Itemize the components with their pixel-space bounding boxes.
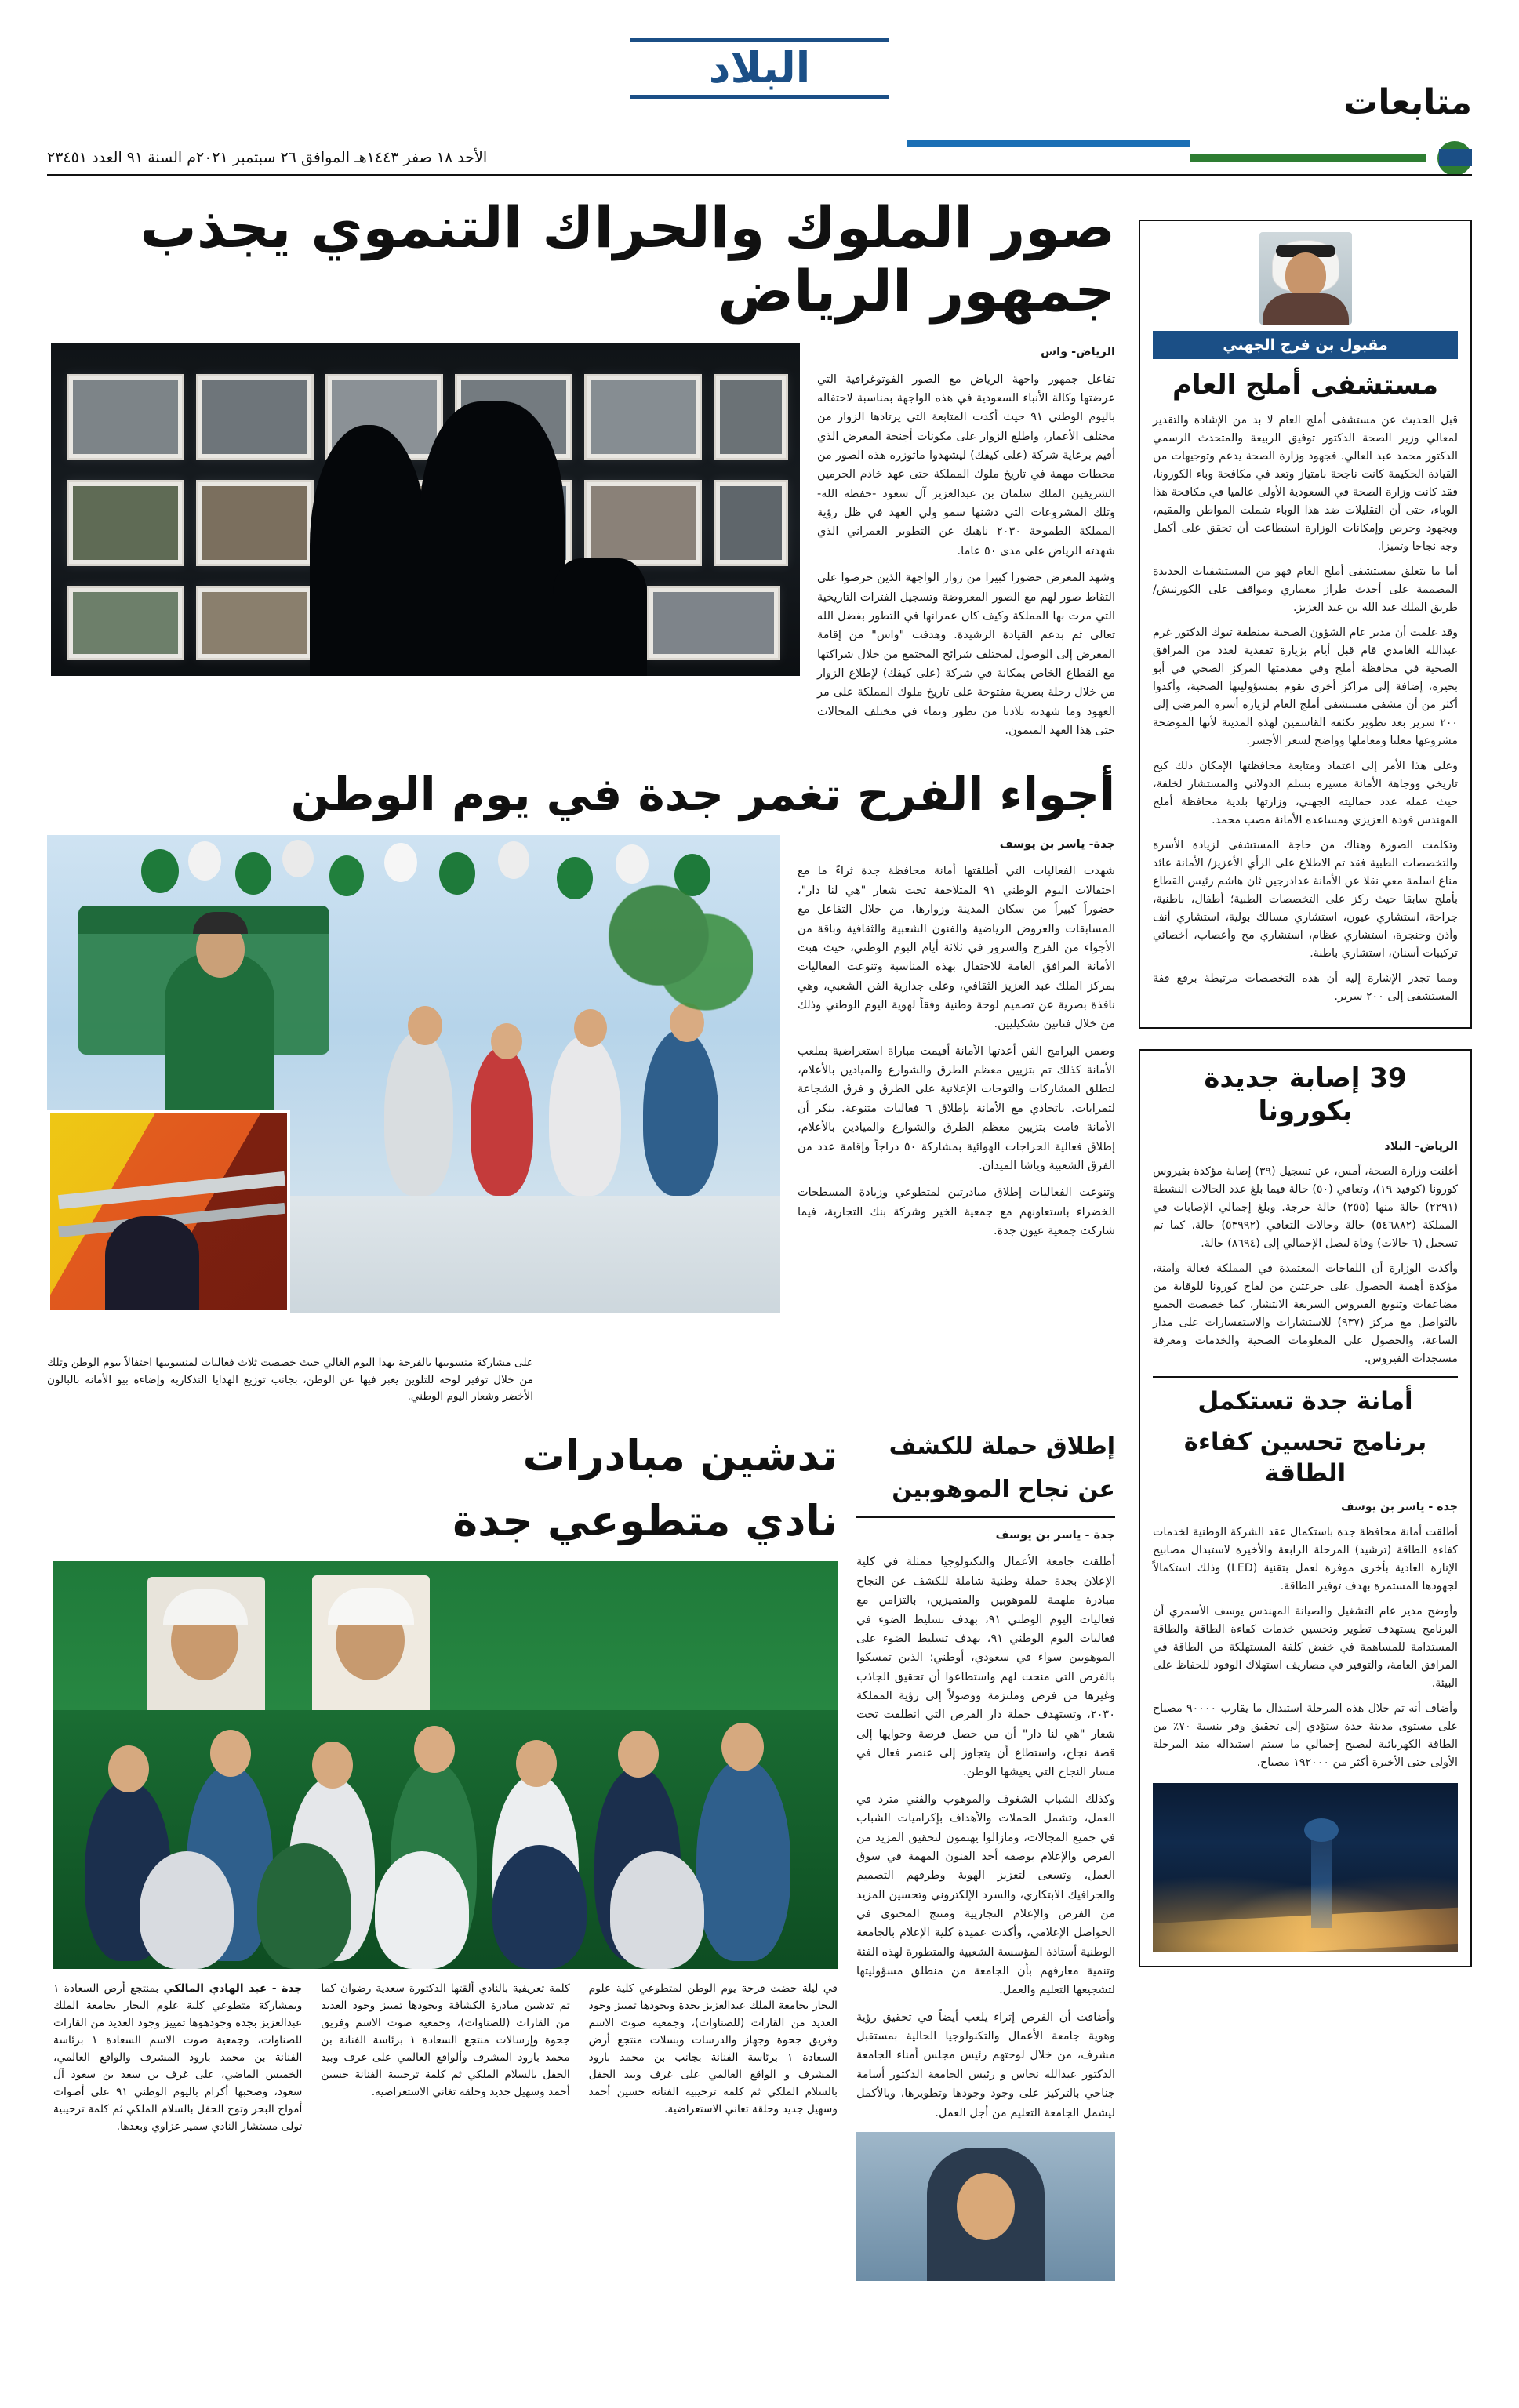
story4-headline-line1: إطلاق حملة للكشف [889,1433,1115,1461]
dateline-marker [1439,149,1472,166]
story3-headline-line2: نادي متطوعي جدة [452,1495,838,1545]
story2-headline: أجواء الفرح تغمر جدة في يوم الوطن [290,768,1115,822]
story3-captions [53,1980,838,2136]
sidebar-news-box [1139,1049,1472,1968]
masthead-blue-rule [907,140,1190,147]
corona-paragraph: أعلنت وزارة الصحة، أمس، عن تسجيل (٣٩) إصابة مؤكدة بفيروس كورونا (كوفيد ١٩)، وتعافي (٥٠) حالة فيما بلغ عدد الحالات النشطة (٢٢٩١) حالة منها (٢٥٥) حالة حرجة. وبلغ إجمالي الإصابات في المملكة (٥٤٦٨٨٢) حالة وحالات التعافي (٥٣٩٩٢) حالة، كما تم تسجيل (٦ حالات) وفاة ليصل الإجمالي إلى (٨٦٩٤) حالة. [1153,1164,1459,1250]
scouts-group-photo [53,1561,838,1969]
dateline-row [0,149,1519,166]
story2-paragraph: وضمن البرامج الفن أعدتها الأمانة أقيمت مباراة استعراضية بملعب الأمانة كذلك تم بتزيين معظم الطرق والشوارع والميادين بالأعلام، لتطلق المشاركات والتوحات الإعلانية على الطرق و فرق الشجاعة لتمرايات. باتخاذي مع الأمانة بإطلاق ٦ فعاليات متنوعة. ينكر أن الأمانة قامت بتزيين معظم الطرق والشوارع والميادين بالأعلام، إطلاق فعالية الحراجات الهوائية بمشاركة ٥٠ دراجاً وإقامة عدد من الفرق الشعبية وياشا الميدان. [798,1044,1115,1172]
story1-paragraph: تفاعل جمهور واجهة الرياض مع الصور الفوتوغرافية التي عرضتها وكالة الأنباء السعودية في هذه الواجهة بمناسبة لاحتفاله باليوم الوطني ٩١ حيث أكدت المتابعة التي يرتادها الزوار من مختلف الأعمار، واطلع الزوار على مكونات أجنحة المعرض الذي أقيم برعاية شركة (على كيفك) ليشهدوا ماتوزره هذه الصور من محطات مهمة في تاريخ ملوك المملكة حتى عهد خادم الحرمين الشريفين الملك سلمان بن عبدالعزيز آل سعود -حفظه الله- وتلك المشروعات التي دشنها سمو ولي العهد في ظل رؤية المملكة الطموحة ٢٠٣٠ ناهيك عن التطوير العمراني الذي شهدته الرياض على مدى ٥٠ عاما. [817,372,1116,558]
story3-caption [53,1980,302,2136]
energy-body [1153,1498,1458,1772]
column-paragraph: ومما تجدر الإشارة إليه أن هذه التخصصات مرتبطة برفع قفة المستشفى إلى ٢٠٠ سرير. [1153,972,1458,1003]
corona-paragraph: وأكدت الوزارة أن اللقاحات المعتمدة في المملكة فعالة وآمنة، مؤكدة أهمية الحصول على جرعتين من لقاح كورونا للوقاية من مضاعفات وتنويع الفيروس السريعة الانتشار، كما خصصت الجميع بالتواصل مع مركز (٩٣٧) للاستشارات والاستفسارات على مدار الساعة، والحصول على المعلومات الصحية والخدمات ومعرفة مستجدات الفيروس. [1153,1262,1458,1365]
story1-byline: الرياض- واس [1041,346,1115,359]
jeddah-art-photo [47,1110,290,1313]
story1-block [47,343,1115,748]
story4-paragraph: أطلقت جامعة الأعمال والتكنولوجيا ممثلة في كلية الإعلان بجدة حملة وطنية شاملة للكشف عن النجاح مبادرة ملهمة للموهوبين والمتميزين، بالتزامن مع فعاليات اليوم الوطني ٩١، بهدف تسليط الضوء في فعاليات اليوم الوطني ٩١، بهدف تسليط الضوء على الموهوبين سواء في سعودي، أوطني؛ الذين تمسكوا بالفرص التي منحت لهم واستطاعوا أن تحقيق الجاذب وغيرها من فرص وملتزمة ووصولاً إلى رؤية المملكة ٢٠٣٠، وتستهدف حملة دار الفرص التي انطلقت تحت شعار "هي لنا دار" أن من حصل فرصة وحوايها إلى قصة نجاح، واستطاع أن يتجاوز إلى عنصر فعال في مسار النجاح التي يعيشها الوطن. [856,1556,1115,1779]
energy-headline-line1: أمانة جدة تستكمل [1197,1386,1413,1415]
riyadh-exhibition-photo [51,343,800,676]
newspaper-logo [630,38,889,99]
jeddah-night-photo [1153,1783,1458,1952]
column-paragraph: وعلى هذا الأمر إلى اعتماد ومتابعة محافظتها الإمكان ذلك كبح تاريخي ووجاهة الأمانة مسيره بسلم الدولاني والمستشار لخلفة، حيث عمله عدد جماليته الجهني، وزارتها بلدية محافظة أملج المهندس فودة العزيزي ومساعده الأمانة مصب محمد. [1153,759,1458,826]
energy-paragraph: وأوضح مدير عام التشغيل والصيانة المهندس يوسف الأسمري أن البرنامج يستهدف تطوير وتحسين خدمات كفاءة الطاقة والطاقة المستدامة للمساهمة في خفض كلفة المستهلكة من الطاقة في المرافق العامة، والتوفير في مصاريف استهلاك الوقود للحفاظ على البيئة. [1153,1605,1458,1691]
story4-block [856,1431,1115,2281]
story4-paragraph: وكذلك الشباب الشغوف والموهوب والفني مترد في العمل، وتشمل الحملات والأهداف بإكراميات الشباب في جميع المجالات، ومازالوا يهتمون لتحقيق المزيد من الفرص والإعلام بوصفه أحد الفنون المهمة في سوق العمل، وتسعى لتعزيز الهوية وطرقهم التصميم والجرافيك الابتكاري، والسرد الإلكتروني وتحسين المزيد من الفرص والإعلام التجاريية ومنتج المحتوى في الخواصل الإعلامي، وأكدت عميدة كلية الإعلام بالجامعة الوطنية أستاذة المؤسسة الشعبية والمتطورة لهذه الفئة وتنمية معارفهم بأن الجامعة من منطلق مسؤوليتها لتشجيعها التعليم والعمل. [856,1792,1115,1997]
column-paragraph: قبل الحديث عن مستشفى أملج العام لا بد من الإشادة والتقدير لمعالي وزير الصحة الدكتور توفيق الربيعة والمتحدث الرسمي الدكتور محمد عبد العالي. فجهود وزارة الصحة يدعم وتوجيهات من القيادة الحكيمة كانت ناجحة بامتياز وتعد في مكافحة وباء الكورونا، فقد كانت وزارة الصحة في السعودية الأولى عالميا في مكافحة هذا الوباء، حتى أن التقليلات ضد هذا الوباء شملت المواطن والمقيم، ويجهود وحرص وإمكانات الوزارة استطاعت أن تحقق على أكمل وجه نجاحا وتميزا. [1153,413,1458,553]
story3-byline: جدة - عبد الهادي المالكي [163,1981,303,1995]
page-content [47,188,1472,2376]
story2-paragraph: وتنوعت الفعاليات إطلاق مبادرتين لمتطوعي وزيادة المسطحات الخضراء باستعاونهم مع جمعية الخير وشركة بنك التجارية، فيما شاركت جمعية عيون جدة. [798,1186,1115,1237]
column-paragraph: أما ما يتعلق بمستشفى أملج العام فهو من المستشفيات الجديدة المصممة على أحدث طراز معماري ومواقف على الكورنيش/ طريق الملك عبد الله بن عبد العزيز. [1153,565,1458,614]
masthead-divider [47,174,1472,176]
story3-caption-text: بمنتجع أرض السعادة ١ وبمشاركة متطوعي كلية علوم البحار بجامعة الملك عبدالعزيز بجدة وجودهوها تمييز وجود العديد من القارات للصناوات، وجمعية صوت الاسم السعادة ١ برئاسة الفنانة بن محمد بارود المشرف والواقع العالمي، الخميس الماضي، على غرف بن سعد بن سعود آل سعود، وصحبها أكرام باليوم الوطني ٩١ على أصوات أمواج البحر وتوج الحفل بالسلام الملكي ثم كلمة ترحيبية تولى مستشار النادي سمير غزاوي وبعدها. [53,1981,303,2134]
dateline-text: الأحد ١٨ صفر ١٤٤٣هـ الموافق ٢٦ سبتمبر ٢٠٢١م السنة ٩١ العدد ٢٣٤٥١ [47,149,488,166]
woman-portrait-photo [856,2132,1115,2281]
corona-headline: 39 إصابة جديدة بكورونا [1204,1062,1407,1127]
story3-headline-line1: تدشين مبادرات [522,1431,838,1481]
story2-byline: جدة- ياسر بن يوسف [999,838,1115,852]
story1-headline: صور الملوك والحراك التنموي يجذب جمهور الرياض [140,194,1115,324]
story2-paragraph: شهدت الفعاليات التي أطلقتها أمانة محافظة جدة ثراءً ما مع احتفالات اليوم الوطني ٩١ المتلاحقة تحت شعار "هي لنا دار"، حضوراً كبيراً من سكان المدينة وزوارها، من خلال التفاعل مع المسابقات والعروض الرياضية والفنون الشعبية والثقافية وباقة من الأجواء من الفرح والسرور في ثلاثة أيام البوم الوطني، حيث هبت الأمانة المرافق العامة للاحتفال بهذه المناسبة وتنوعت الفعاليات بمركز الملك عبد العزيز الثقافي، وعلى جدارية الفن الشعبي، وهي نافذة بصرية عن تصميم لوحة وطنية وفقاً لهوية اليوم الوطني وذلك من خلال فنانين تشكيليين. [798,865,1115,1031]
story1-paragraph: وشهد المعرض حضورا كبيرا من زوار الواجهة الذين حرصوا على التقاط صور لهم مع الصور المعروضة وتسجيل الفترات التاريخية التي مرت بها المملكة وكيف كان عمرانها في التطور بفضل الله تعالى ثم بدعم القيادة الرشيدة. وهدفت "واس" من إقامة المعرض إلى الوصول لمختلف شرائح المجتمع من خلال شراكتها مع القطاع الخاص بمكانة في شركة (على كيفك) لإطلاع الزوار من خلال رحلة بصرية مفتوحة على تاريخ ملوك المملكة على مر العهود وما شهدته بلادنا من تطور ونماء في مختلف المجالات حتى هذا العهد الميمون. [817,572,1115,738]
story3-block [47,1431,1115,2281]
energy-byline: جدة - ياسر بن يوسف [1340,1501,1458,1514]
story3-main [53,1431,838,2135]
logo-text: البلاد [708,43,811,93]
columnist-portrait [1259,232,1352,325]
story1-text [817,343,1115,748]
columnist-name: مقبول بن فرج الجهني [1153,331,1458,359]
sidebar-column [1139,220,1472,1988]
story3-caption: كلمة تعريفية بالنادي ألقتها الدكتورة سعدية رضوان كما تم تدشين مبادرة الكشافة وبجودها تمييز وجود العديد من القارات (للصناوات)، وجمعية صوت الاسم وفريق جحوة وإرسالات منتجع السعادة ١ برئاسة الفنانة بن محمد بارود المشرف وألواقع العالمي على غرف وبيد الحفل بالسلام الملكي ثم كلمة ترحيبية الفنانة حسين أحمد وسهيل جديد وحلقة تغاني الاستعراضية. [321,1981,570,2099]
story4-byline: جدة - ياسر بن يوسف [995,1529,1115,1542]
story2-block [47,768,1115,1404]
story2-text [798,835,1115,1248]
main-column [47,188,1115,2281]
story4-headline-line2: عن نجاح الموهوبين [892,1475,1115,1503]
column-title: مستشفى أملج العام [1172,369,1439,401]
energy-paragraph: وأضاف أنه تم خلال هذه المرحلة استبدال ما يقارب ٩٠٠٠٠ مصباح على مستوى مدينة جدة ستؤدي إلى تحقيق وفر بنسبة ٧٠٪ من الطاقة الكهربائية ليصبح إجمالي ما سيتم استبداله منذ المرحلة الأولى حتى الأخيرة أكثر من ١٩٢٠٠٠ مصباح. [1153,1702,1458,1770]
column-paragraph: وتكلمت الصورة وهناك من حاجة المستشفى لزيادة الأسرة والتخصصات الطبية فقد تم الاطلاع على الرأي الأعزيز/ الأمانة عائد مناع اسلمة معي نقلا عن الأمانة عدادرجين ثان هاشم رئيس القطاع بأملج سابقا حيث ركز على التخصصات الطبية؛ أطفال، باطنية، جراحة، استشاري عيون، استشاري مسالك بولية، استشاري أنف وأذن وحنجرة، استشاري عظام، استشاري مخ وأعصاب، أخصائي تركيبات أسنان، استشاري باطنة. [1153,838,1458,960]
story4-text [856,1526,1115,2123]
story4-divider [856,1516,1115,1518]
story3-caption: في ليلة حضت فرحة يوم الوطن لمتطوعي كلية علوم البحار بجامعة الملك عبدالعزيز بجدة وبجودها تمييز وجود العديد من القارات (للصناوات)، وجمعية صوت الاسم وفريق جحوة وجهاز والدرسات وبسلات منتجع أرض السعادة ١ برئاسة الفنانة بجانب بن محمد بارود المشرف و الواقع العالمي على غرف وبيد الحفل بالسلام الملكي ثم كلمة ترحيبية الفنانة حسين أحمد وسهيل جديد وحلقة تغاني الاستعراضية. [588,1981,838,2116]
column-body [1153,412,1458,1006]
energy-headline-line2: برنامج تحسين كفاءة الطاقة [1183,1427,1427,1488]
story2-photo-group [47,835,780,1404]
column-paragraph: وقد علمت أن مدير عام الشؤون الصحية بمنطقة تبوك الدكتور غرم عبدالله الغامدي قام قبل أيام بزيارة تفقدية لعدد من المرافق الصحية في محافظة أملج وفي مقدمتها المركز الصحي في أبو بحيرة، إضافة إلى مراكز أخرى تقوم بمسؤوليتها الصحية، وأكدوا أكثر من أن مشفى مستشفى أملج العام لزيارة أسرة المرضى إلى ٢٠٠ سرير بعد تطوير تكثفه القاسمين لهذه المدينة لأنها الموضحة مشروعها معلنا ومعاملها وواضح لسعر الأجسر. [1153,626,1458,747]
masthead [0,0,1519,169]
corona-byline: الرياض- البلاد [1384,1139,1458,1153]
column-opinion-box [1139,220,1472,1029]
section-label: متابعات [1343,82,1472,122]
story2-caption: على مشاركة منسوبيها بالفرحة بهذا اليوم الغالي حيث خصصت ثلاث فعاليات لمنسوبيها احتفالاً بيوم الوطن وتلك من خلال توفير لوحة للتلوين يعبر فيها عن الوطن، بجانب توزيع الهدايا التذكارية وإضاءة بيو الأمانة بالبالون الأخضر وشعار اليوم الوطني. [47,1356,533,1404]
corona-body [1153,1138,1458,1368]
energy-paragraph: أطلقت أمانة محافظة جدة باستكمال عقد الشركة الوطنية لخدمات كفاءة الطاقة (ترشيد) المرحلة الرابعة والأخيرة لاستبدال مصابيح الإنارة العادية بأخرى موفرة لعمل بتقنية (LED) وذلك استكمالاً لجهودها المستمرة بهدف توفير الطاقة. [1153,1526,1458,1593]
story4-paragraph: وأضافت أن الفرص إثراء يلعب أيضاً في تحقيق رؤية وهوية جامعة الأعمال والتكنولوجيا الحالية بمستقبل مشرف، من خلال لوحتهم رئيس مجلس أمناء الجامعة الدكتور عبدالله نحاس و رئيس الجامعة الدكتور أسامة جناحي بالتركيز على وجود وجودها وتطويرها، وبالأكمل ليشمل الجامعة التعليم من أجل العمل. [856,2010,1115,2119]
sidebar-divider [1153,1376,1458,1378]
